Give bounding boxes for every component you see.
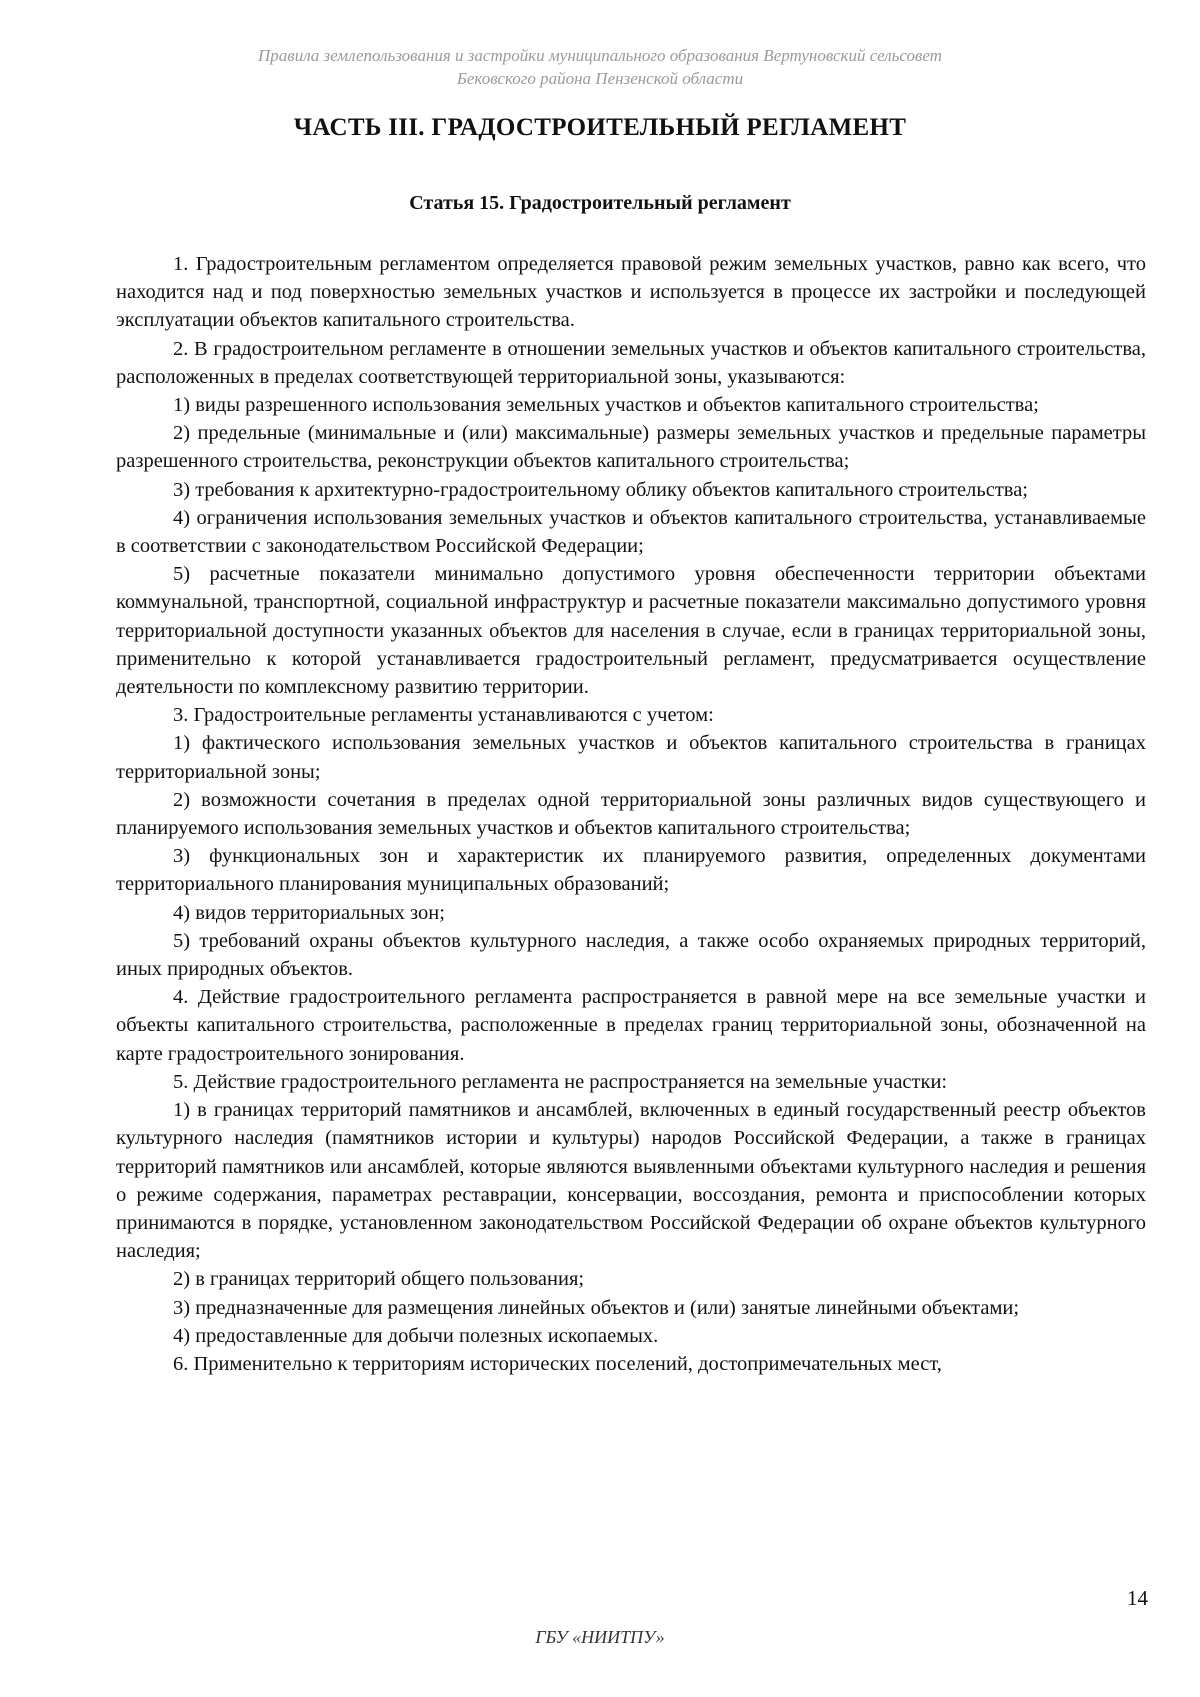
list-item: 1) виды разрешенного использования земельных участков и объектов капитального строительства; [173,394,1039,417]
list-item: 2) возможности сочетания в пределах одной территориальной зоны различных видов существующего и планируемого использования земельных участков и объектов капитального строительства; [116,788,1146,840]
list-item: 3) функциональных зон и характеристик их планируемого развития, определенных документами территориального планирования муниципальных образований; [116,845,1146,896]
running-header [200,44,1000,90]
list-item: 5) расчетные показатели минимально допустимого уровня обеспеченности территории объектами коммунальной, транспортной, социальной инфраструктур и расчетные показатели максимально допустимого уровня территориальной доступности указанных объектов для населения в случае, если в границах территориальной зоны, применительно к которой устанавливается градостроительный регламент, предусматривается осуществление деятельности по комплексному развитию территории. [116,563,1146,699]
header-line-1: Правила землепользования и застройки муниципального образования Вертуновский сельсовет [258,46,942,65]
list-item: 1) в границах территорий памятников и ансамблей, включенных в единый государственный реестр объектов культурного наследия (памятников истории и культуры) народов Российской Федерации, а также в границах территорий памятников или ансамблей, которые являются выявленными объектами культурного наследия и решения о режиме содержания, параметрах реставрации, консервации, воссоздания, ремонта и приспособлении которых принимаются в порядке, установленном законодательством Российской Федерации об охране объектов культурного наследия; [116,1099,1146,1263]
paragraph: 4. Действие градостроительного регламента распространяется в равной мере на все земельные участки и объекты капитального строительства, расположенные в пределах границ территориальной зоны, обозначенной на карте градостроительного зонирования. [116,986,1146,1065]
list-item: 3) предназначенные для размещения линейных объектов и (или) занятые линейными объектами; [173,1296,1020,1319]
part-title: ЧАСТЬ III. ГРАДОСТРОИТЕЛЬНЫЙ РЕГЛАМЕНТ [293,114,907,141]
list-item: 2) в границах территорий общего пользования; [173,1268,585,1291]
page-number: 14 [1127,1586,1148,1610]
article-title: Статья 15. Градостроительный регламент [409,192,791,214]
list-item: 4) видов территориальных зон; [173,901,445,924]
paragraph: 5. Действие градостроительного регламента не распространяется на земельные участки: [173,1070,948,1093]
list-item: 4) ограничения использования земельных участков и объектов капитального строительства, устанавливаемые в соответствии с законодательством Российской Федерации; [116,506,1146,558]
running-footer: ГБУ «НИИТПУ» [535,1627,665,1647]
paragraph: 6. Применительно к территориям исторических поселений, достопримечательных мест, [173,1352,942,1375]
list-item: 5) требований охраны объектов культурного наследия, а также особо охраняемых природных территорий, иных природных объектов. [116,929,1146,981]
list-item: 3) требования к архитектурно-градостроительному облику объектов капитального строительства; [173,478,1028,501]
list-item: 2) предельные (минимальные и (или) максимальные) размеры земельных участков и предельные параметры разрешенного строительства, реконструкции объектов капитального строительства; [116,422,1146,473]
list-item: 4) предоставленные для добычи полезных ископаемых. [173,1324,659,1347]
document-body [116,250,1146,1378]
list-item: 1) фактического использования земельных участков и объектов капитального строительства в границах территориальной зоны; [116,732,1146,783]
header-line-2: Бековского района Пензенской области [456,69,744,88]
paragraph: 1. Градостроительным регламентом определяется правовой режим земельных участков, равно как всего, что находится над и под поверхностью земельных участков и используется в процессе их застройки и последующей эксплуатации объектов капитального строительства. [116,253,1146,332]
paragraph: 3. Градостроительные регламенты устанавливаются с учетом: [173,704,714,727]
paragraph: 2. В градостроительном регламенте в отношении земельных участков и объектов капитального строительства, расположенных в пределах соответствующей территориальной зоны, указываются: [116,337,1146,388]
